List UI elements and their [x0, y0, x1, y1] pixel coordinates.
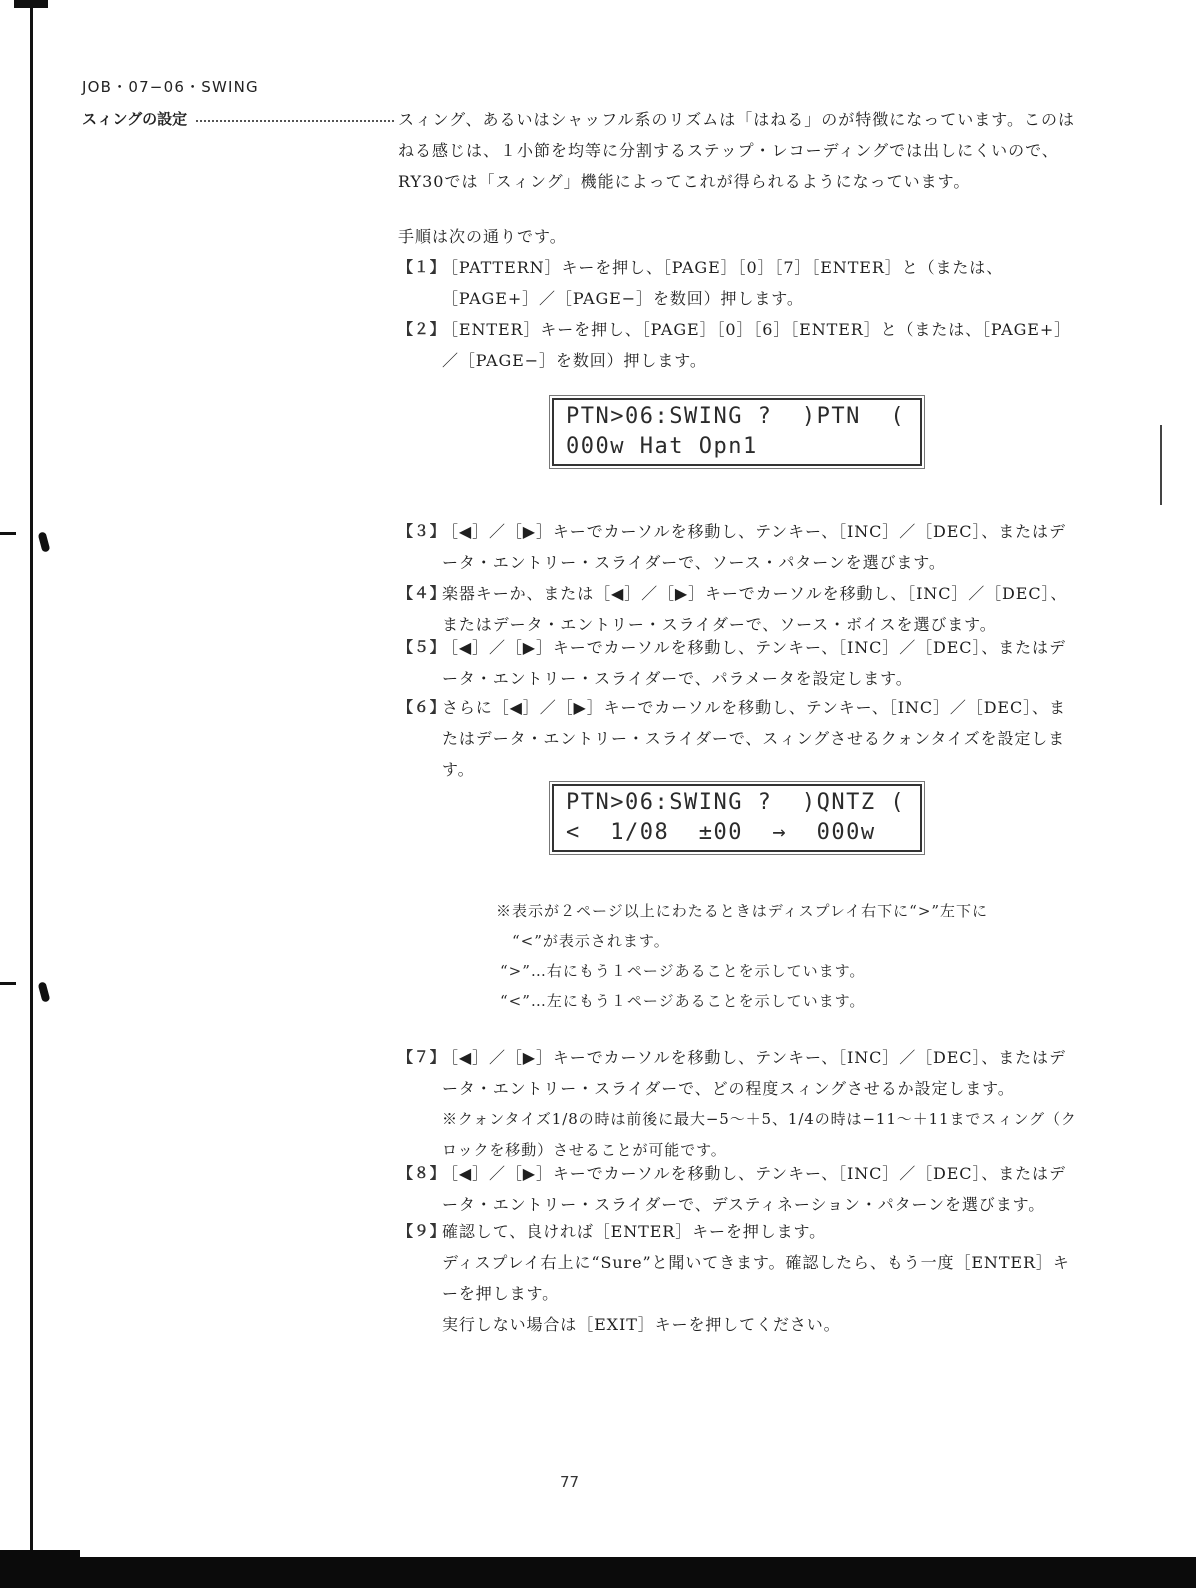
page-header: JOB・07−06・SWING: [82, 78, 259, 96]
step-number: 【８】: [398, 1164, 446, 1182]
step-text: ［◀］／［▶］キーでカーソルを移動し、テンキー、［INC］／［DEC］、またはデータ・エントリー・スライダーで、デスティネーション・パターンを選びます。: [442, 1164, 1066, 1214]
step-number: 【３】: [398, 522, 446, 540]
lcd-line-2: 000w Hat Opn1: [566, 434, 758, 459]
step-text: ［◀］／［▶］キーでカーソルを移動し、テンキー、［INC］／［DEC］、またはデータ・エントリー・スライダーで、ソース・パターンを選びます。: [442, 522, 1066, 572]
step-number: 【５】: [398, 638, 446, 656]
step-6: [398, 692, 1078, 785]
note-line: “<”が表示されます。: [512, 932, 670, 950]
step-text: ［◀］／［▶］キーでカーソルを移動し、テンキー、［INC］／［DEC］、またはデータ・エントリー・スライダーで、どの程度スィングさせるか設定します。: [442, 1048, 1066, 1098]
step-text: ［PATTERN］キーを押し、［PAGE］［0］［7］［ENTER］と（または、［PAGE+］／［PAGE−］を数回）押します。: [442, 258, 1004, 308]
intro-paragraph: スィング、あるいはシャッフル系のリズムは「はねる」のが特徴になっています。このはねる感じは、１小節を均等に分割するステップ・レコーディングでは出しにくいので、RY30では「スィング」機能によってこれが得られるようになっています。: [398, 110, 1075, 191]
page-number: 77: [560, 1473, 580, 1491]
step-number: 【４】: [398, 584, 446, 602]
scan-bottom-edge: [0, 1557, 1196, 1588]
punch-hole: [38, 981, 51, 1002]
step-5: [398, 632, 1078, 694]
margin-tick: [0, 532, 16, 535]
margin-tick: [0, 982, 16, 985]
step-number: 【９】: [398, 1222, 446, 1240]
step-text: 楽器キーか、または［◀］／［▶］キーでカーソルを移動し、［INC］／［DEC］、またはデータ・エントリー・スライダーで、ソース・ボイスを選びます。: [442, 584, 1068, 634]
step-2: [398, 314, 1078, 376]
step-3: [398, 516, 1078, 578]
note-line: ※表示が２ページ以上にわたるときはディスプレイ右下に“>”左下に: [496, 902, 989, 920]
leader-dots: [196, 120, 394, 122]
step-4: [398, 578, 1078, 640]
step-text: 確認して、良ければ［ENTER］キーを押します。: [442, 1222, 827, 1241]
note-line: “>”…右にもう１ページあることを示しています。: [500, 962, 866, 980]
step-1: [398, 252, 1078, 314]
step-extra: ディスプレイ右上に“Sure”と聞いてきます。確認したら、もう一度［ENTER］キーを押します。: [442, 1253, 1070, 1303]
step-text: さらに［◀］／［▶］キーでカーソルを移動し、テンキー、［INC］／［DEC］、またはデータ・エントリー・スライダーで、スィングさせるクォンタイズを設定します。: [442, 698, 1066, 779]
step-number: 【１】: [398, 258, 446, 276]
section-label: スィングの設定: [82, 110, 188, 128]
lcd-line-2: < 1/08 ±00 → 000w: [566, 820, 876, 845]
step-text: ［ENTER］キーを押し、［PAGE］［0］［6］［ENTER］と（または、［PAGE+］／［PAGE−］を数回）押します。: [442, 320, 1072, 370]
lcd-line-1: PTN>06:SWING ? )QNTZ (: [566, 790, 906, 815]
lcd-line-1: PTN>06:SWING ? )PTN (: [566, 404, 906, 429]
punch-hole: [38, 531, 51, 552]
step-number: 【２】: [398, 320, 446, 338]
step-text: ［◀］／［▶］キーでカーソルを移動し、テンキー、［INC］／［DEC］、またはデータ・エントリー・スライダーで、パラメータを設定します。: [442, 638, 1066, 688]
step-number: 【７】: [398, 1048, 446, 1066]
lcd-display-2: [552, 784, 922, 852]
note-line: “<”…左にもう１ページあることを示しています。: [500, 992, 866, 1010]
edge-mark: [1160, 425, 1162, 505]
step-subnote: ※クォンタイズ1/8の時は前後に最大−5〜＋5、1/4の時は−11〜＋11までスィング（クロックを移動）させることが可能です。: [442, 1110, 1077, 1159]
procedure-lead: 手順は次の通りです。: [398, 227, 567, 246]
binding-spine: [30, 0, 33, 1560]
lcd-display-1: [552, 398, 922, 466]
step-9: [398, 1216, 1078, 1340]
step-extra: 実行しない場合は［EXIT］キーを押してください。: [442, 1315, 841, 1334]
step-8: [398, 1158, 1078, 1220]
step-number: 【６】: [398, 698, 446, 716]
step-7: [398, 1042, 1078, 1166]
